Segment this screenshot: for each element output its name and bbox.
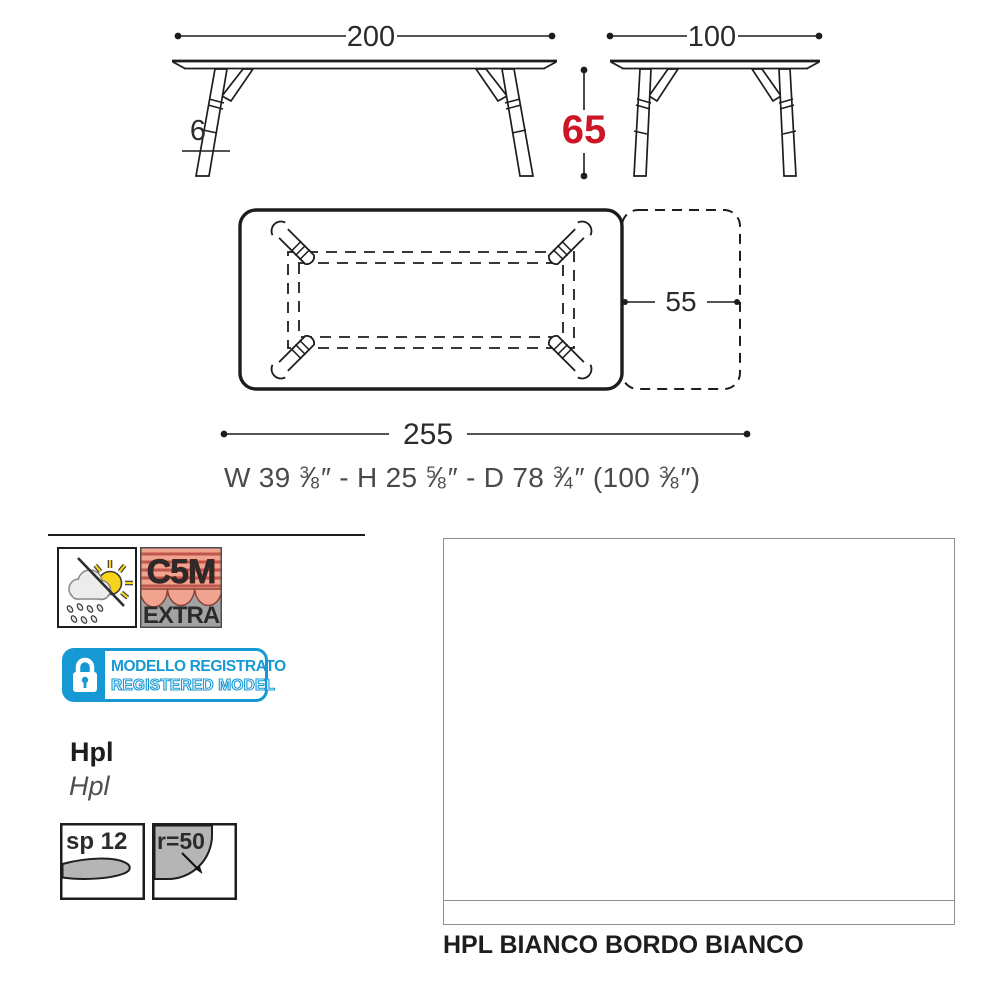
side-right-leg [752, 69, 796, 176]
side-depth-dimension [607, 21, 823, 53]
dimension-label-extension: 55 [665, 286, 697, 317]
height-dimension [562, 67, 607, 180]
material-label-secondary: Hpl [69, 771, 110, 801]
imperial-dimensions: W 39 $^3$⁄8″ - H 25 $^5$⁄8″ - D 78 $^3$⁄4″ (100 $^3$⁄8″) [224, 462, 701, 494]
front-right-leg [476, 69, 533, 176]
dimension-label-side-depth: 100 [687, 21, 737, 53]
front-width-dimension [175, 21, 556, 53]
leg-thickness-dimension [182, 115, 230, 151]
lock-block [65, 651, 105, 699]
swatch-edge-line [444, 900, 954, 901]
side-left-leg [634, 69, 678, 176]
padlock-icon [70, 655, 100, 695]
dimension-label-total-length: 255 [402, 418, 454, 451]
plan-view-drawing [221, 210, 751, 451]
edge-profile-shape [63, 859, 130, 879]
dimension-label-front-width: 200 [346, 21, 396, 53]
registered-model-badge [62, 648, 286, 702]
weather-icon [57, 547, 137, 628]
corner-radius-label: r=50 [157, 828, 205, 854]
front-view-drawing [172, 21, 606, 179]
thickness-icon [60, 823, 145, 900]
finish-swatch [443, 538, 955, 925]
finish-caption: HPL BIANCO BORDO BIANCO [443, 931, 804, 959]
corrosion-class-label: C5M [146, 553, 216, 591]
dimension-label-leg-thickness: 6 [189, 115, 207, 147]
registered-model-line2: REGISTERED MODEL [111, 677, 276, 694]
extension-dimension [622, 286, 740, 317]
registered-model-line1: MODELLO REGISTRATO [111, 658, 286, 675]
material-label-primary: Hpl [70, 737, 114, 767]
dimension-label-height: 65 [561, 108, 607, 152]
thickness-label: sp 12 [66, 828, 128, 855]
c5m-extra-icon [140, 547, 222, 628]
total-length-dimension [221, 418, 751, 451]
corrosion-extra-label: EXTRA [142, 602, 220, 628]
side-view-drawing [607, 21, 823, 176]
radius-icon [152, 823, 237, 900]
section-divider [48, 534, 365, 536]
